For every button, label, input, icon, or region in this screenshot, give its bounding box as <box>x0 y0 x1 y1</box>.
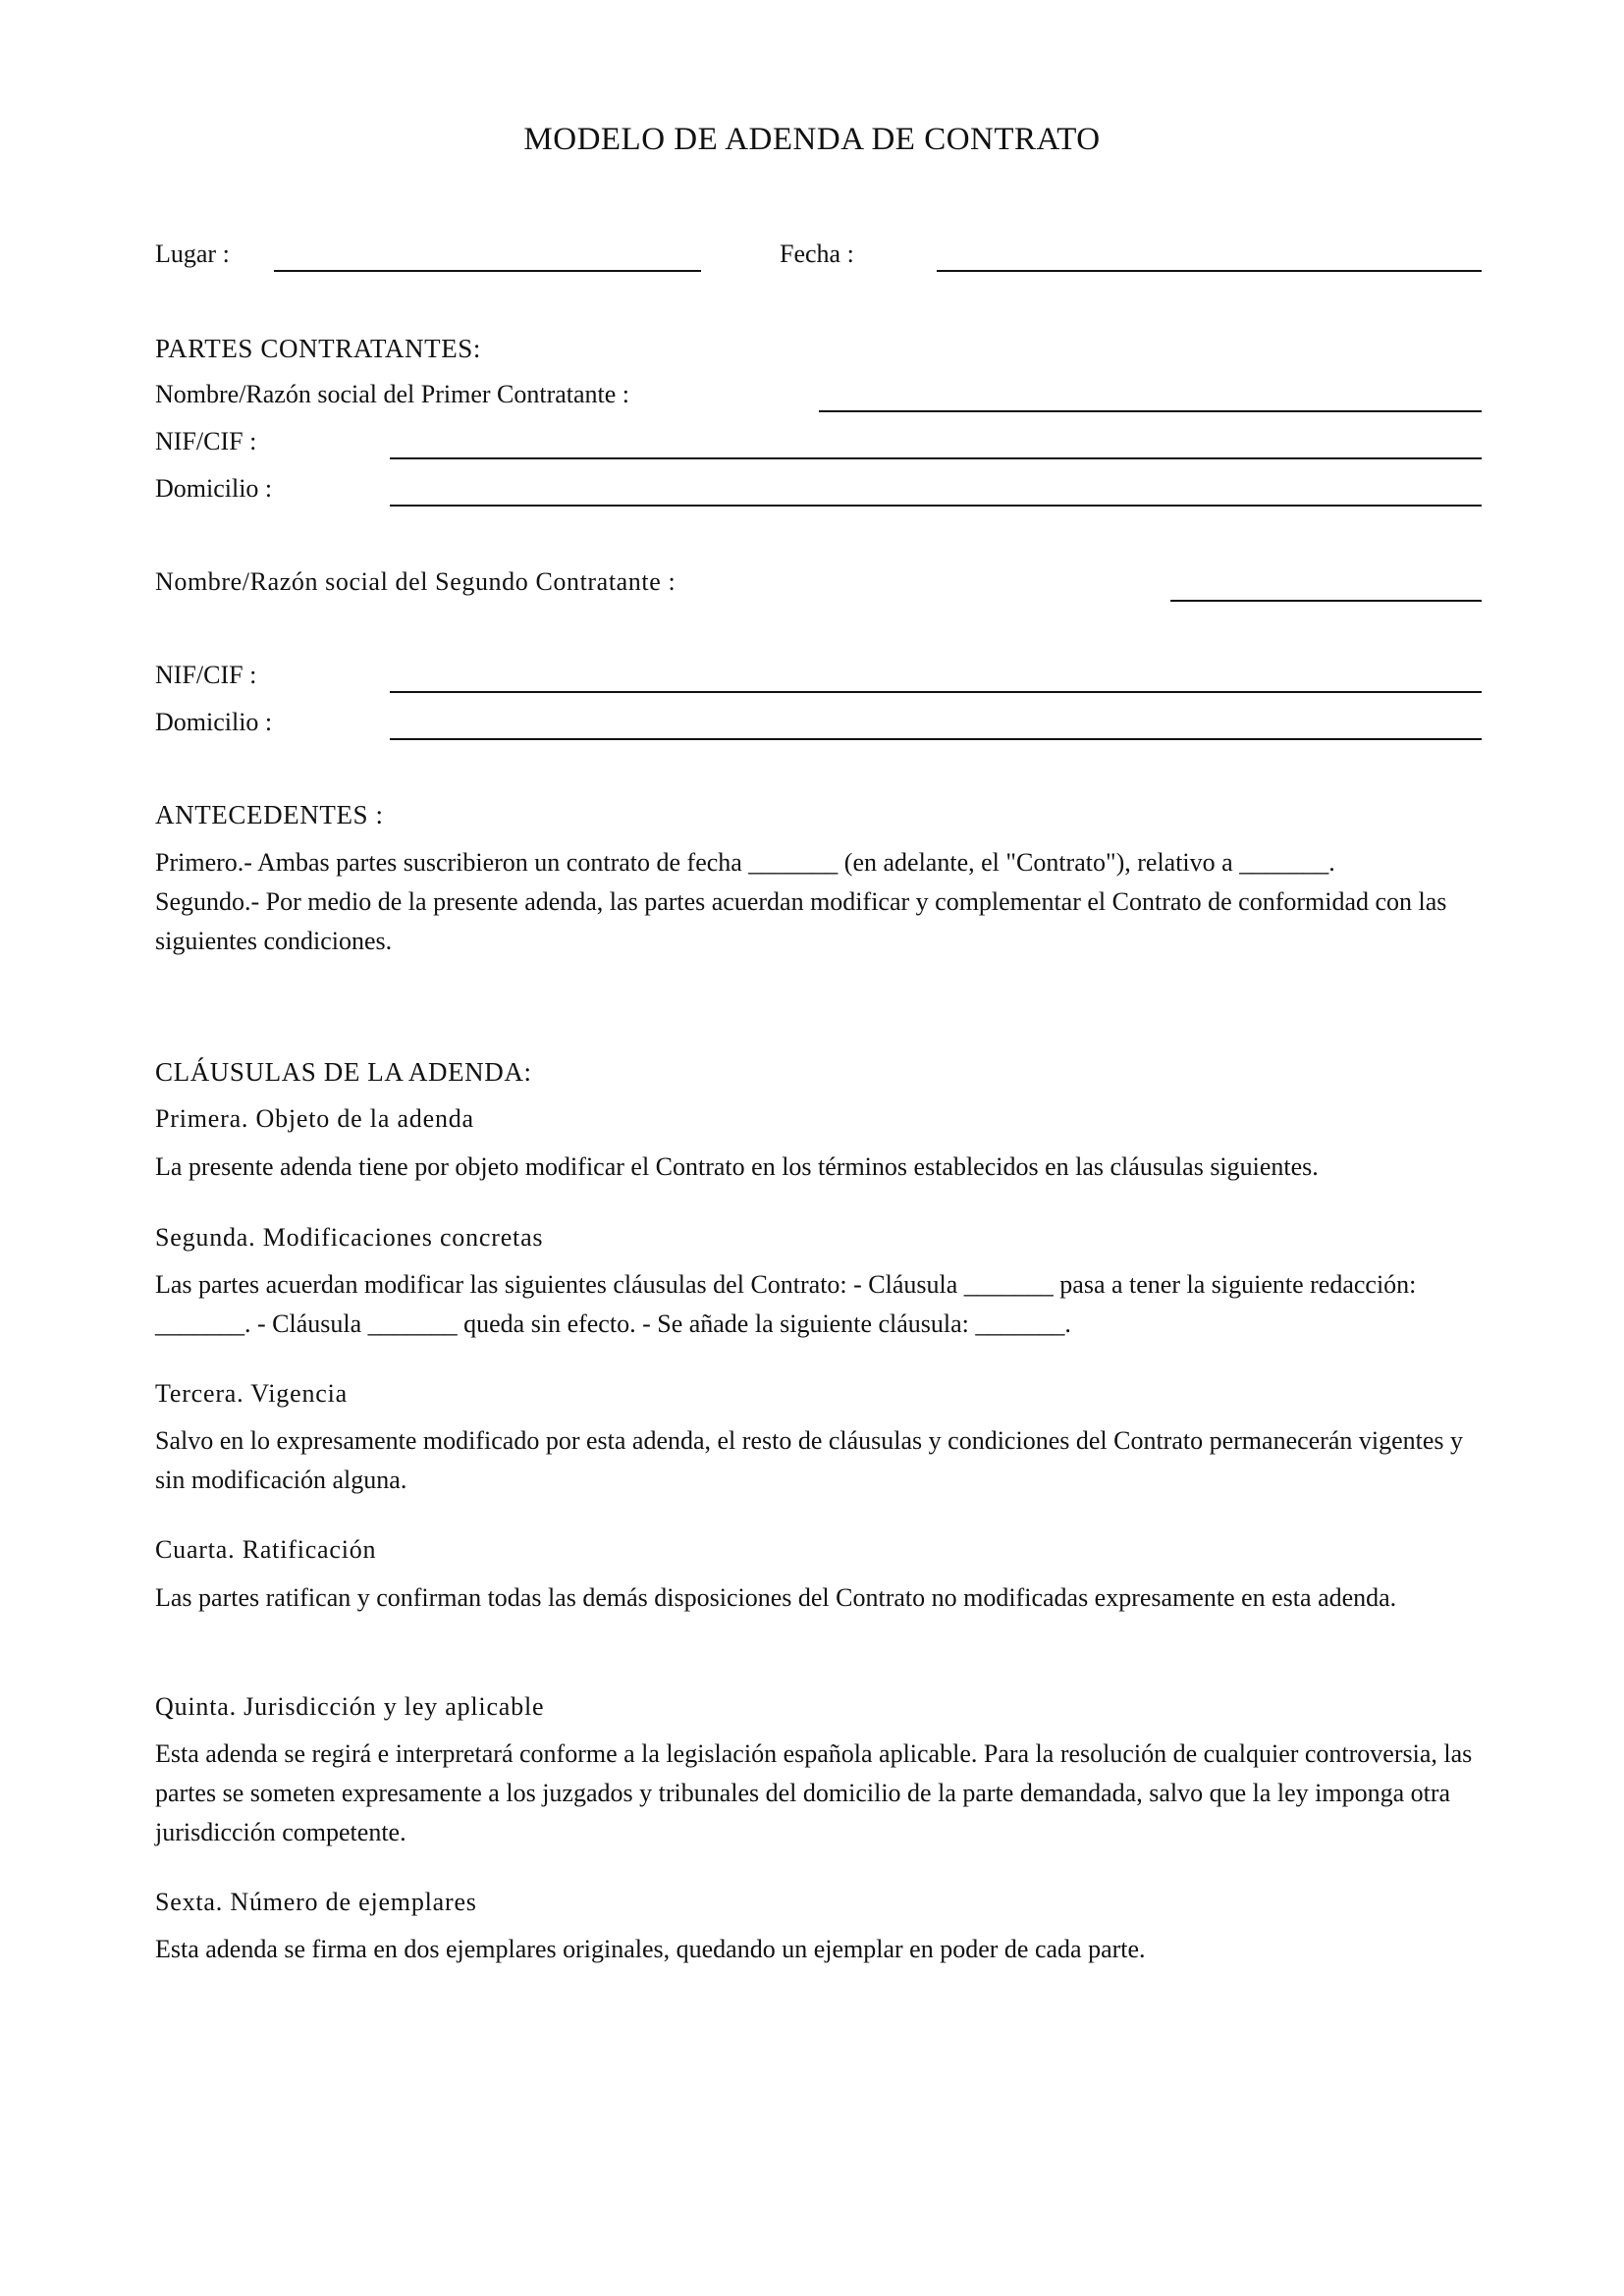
clausula-quinta-title: Quinta. Jurisdicción y ley aplicable <box>155 1692 545 1721</box>
lugar-label: Lugar : <box>155 240 230 268</box>
antecedentes-body <box>155 843 1481 961</box>
clausulas-heading: CLÁUSULAS DE LA ADENDA: <box>155 1057 532 1087</box>
clausula-primera-title: Primera. Objeto de la adenda <box>155 1104 474 1133</box>
segundo-contratante-nombre-line[interactable] <box>1170 600 1482 602</box>
clausula-sexta-text: Esta adenda se firma en dos ejemplares originales, quedando un ejemplar en poder de cada parte. <box>155 1935 1146 1963</box>
segundo-contratante-domicilio-line[interactable] <box>390 738 1482 740</box>
partes-heading: PARTES CONTRATANTES: <box>155 334 482 363</box>
segundo-contratante-nif-label: NIF/CIF : <box>155 661 257 689</box>
primer-contratante-nombre-line[interactable] <box>819 410 1482 412</box>
clausula-cuarta-title: Cuarta. Ratificación <box>155 1535 377 1564</box>
primer-contratante-domicilio-line[interactable] <box>390 505 1482 507</box>
primer-contratante-domicilio-label: Domicilio : <box>155 474 273 503</box>
primer-contratante-nombre-label: Nombre/Razón social del Primer Contratante : <box>155 380 630 408</box>
primer-contratante-nif-line[interactable] <box>390 457 1482 459</box>
antecedente-primero: Primero.- Ambas partes suscribieron un contrato de fecha _______ (en adelante, el "Contrato"), relativo a _______. <box>155 848 1335 877</box>
clausula-quinta-text: Esta adenda se regirá e interpretará conforme a la legislación española aplicable. Para la resolución de cualquier controversia, las partes se someten expresamente a los juzgados y tribunales del domicilio de la parte demandada, salvo que la ley imponga otra jurisdicción competente. <box>155 1739 1473 1846</box>
fecha-label: Fecha : <box>780 240 854 268</box>
clausula-segunda-text: Las partes acuerdan modificar las siguientes cláusulas del Contrato: - Cláusula _______ pasa a tener la siguiente redacción: _______. - Cláusula _______ queda sin efecto. - Se añade la siguiente cláusula: _______. <box>155 1270 1417 1338</box>
segundo-contratante-domicilio-label: Domicilio : <box>155 708 273 736</box>
segundo-contratante-nombre-label: Nombre/Razón social del Segundo Contratante : <box>155 567 677 596</box>
clausula-sexta-title: Sexta. Número de ejemplares <box>155 1888 477 1916</box>
clausula-cuarta-text: Las partes ratifican y confirman todas las demás disposiciones del Contrato no modificadas expresamente en esta adenda. <box>155 1583 1397 1612</box>
antecedente-segundo: Segundo.- Por medio de la presente adenda, las partes acuerdan modificar y complementar el Contrato de conformidad con las siguientes condiciones. <box>155 887 1447 955</box>
clausula-primera-text: La presente adenda tiene por objeto modificar el Contrato en los términos establecidos en las cláusulas siguientes. <box>155 1152 1319 1181</box>
document-title: MODELO DE ADENDA DE CONTRATO <box>523 122 1101 157</box>
segundo-contratante-nif-line[interactable] <box>390 691 1482 693</box>
clausula-tercera-text: Salvo en lo expresamente modificado por esta adenda, el resto de cláusulas y condiciones del Contrato permanecerán vigentes y sin modificación alguna. <box>155 1426 1464 1494</box>
primer-contratante-nif-label: NIF/CIF : <box>155 427 257 455</box>
lugar-field-line[interactable] <box>274 270 701 272</box>
clausula-tercera-title: Tercera. Vigencia <box>155 1379 348 1408</box>
antecedentes-heading: ANTECEDENTES : <box>155 800 384 829</box>
clausula-segunda-title: Segunda. Modificaciones concretas <box>155 1223 544 1252</box>
fecha-field-line[interactable] <box>937 270 1482 272</box>
